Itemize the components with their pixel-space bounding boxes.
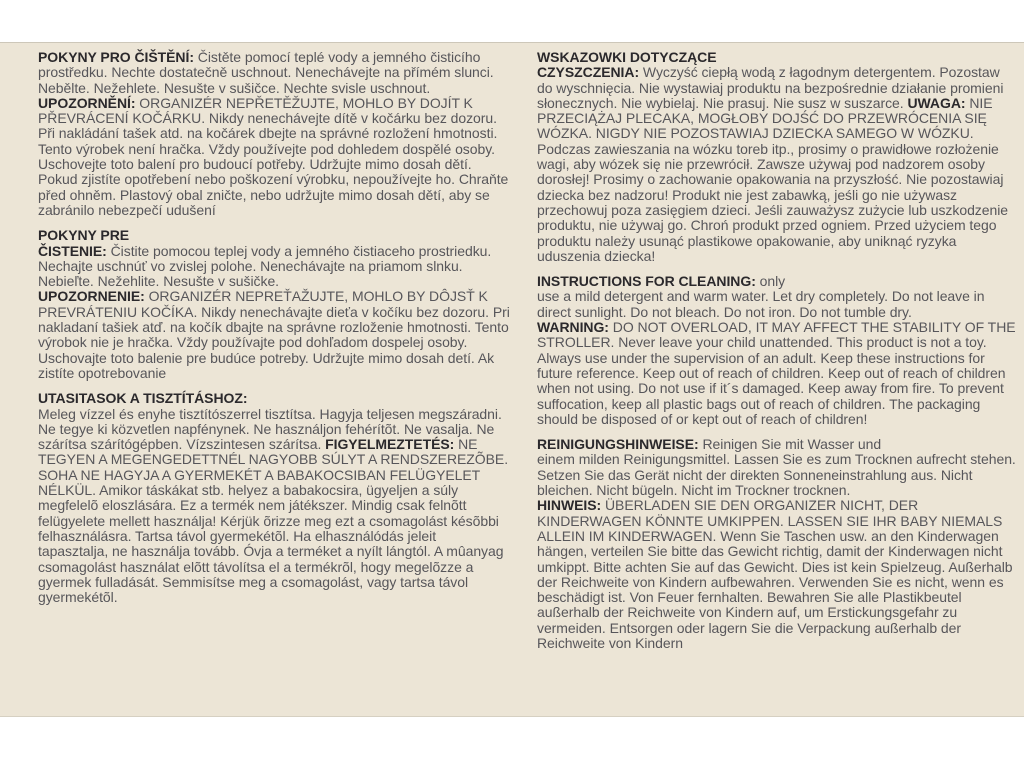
section-english-cleaning-instructions — [537, 274, 1016, 427]
text-run-bold: UPOZORNĚNÍ: — [38, 94, 136, 111]
text-run: Meleg vízzel és enyhe tisztítószerrel tisztítsa. Hagyja teljesen megszáradni. Ne tegye ki közvetlen napfénynek. Ne használjon fehérítõt. Ne vasalja. Ne szárítsa szárítógépben. Vízszintesen szárítsa. — [38, 405, 502, 453]
text-run-bold: CZYSZCZENIA: — [537, 64, 640, 81]
section-slovak-cleaning-instructions — [38, 228, 510, 381]
section-hungarian-cleaning-instructions — [38, 391, 510, 605]
text-run-bold: REINIGUNGSHINWEISE: — [537, 436, 699, 453]
text-run: Čistěte pomocí teplé vody a jemného čisticího prostředku. Nechte dostatečně uschnout. Nenechávejte na přímém slunci. Nebělte. Nežehlete. Nesušte v sušičce. Nechte svisle uschnout. — [38, 49, 494, 96]
text-run: ORGANIZÉR NEPREŤAŽUJTE, MOHLO BY DÔJSŤ K PREVRÁTENIU KOČÍKA. Nikdy nenechávajte dieťa v kočíku bez dozoru. Pri nakladaní tašiek atď. na kočík dbajte na správne rozloženie hmotnosti. Tento výrobok nie je hračka. Vždy používajte pod dohľadom dospelej osoby. Uschovajte toto balenie pre budúce potreby. Udržujte mimo dosah detí. Ak zistíte opotrebovanie — [38, 288, 510, 381]
text-run: ÜBERLADEN SIE DEN ORGANIZER NICHT, DER KINDERWAGEN KÖNNTE UMKIPPEN. LASSEN SIE IHR BABY NIEMALS ALLEIN IM KINDERWAGEN. Wenn Sie Taschen usw. an den Kinderwagen hängen, verteilen Sie bitte das Gewicht richtig, damit der Kinderwagen nicht umkippt. Bitte achten Sie auf das Gewicht. Dies ist kein Spielzeug. Außerhalb der Reichweite von Kindern aufbewahren. Verwenden Sie es nicht, wenn es beschädigt ist. Von Feuer fernhalten. Bewahren Sie alle Plastikbeutel außerhalb der Reichweite von Kindern auf, um Erstickungsgefahr zu vermeiden. Entsorgen oder lagern Sie die Verpackung außerhalb der Reichweite von Kindern — [537, 497, 1013, 651]
section-german-cleaning-instructions — [537, 437, 1016, 651]
text-run: use a mild detergent and warm water. Let dry completely. Do not leave in direct sunlight. Do not bleach. Do not iron. Do not tumble dry. — [537, 288, 985, 320]
text-run-bold: HINWEIS: — [537, 497, 602, 514]
text-run-bold: POKYNY PRE — [38, 227, 130, 244]
text-run-bold: ČISTENIE: — [38, 242, 107, 259]
right-column — [537, 50, 1016, 661]
text-run: einem milden Reinigungsmittel. Lassen Sie es zum Trocknen aufrecht stehen. Setzen Sie das Gerät nicht der direkten Sonneneinstrahlung aus. Nicht bleichen. Nicht bügeln. Nicht im Trockner trocknen. — [537, 451, 1016, 499]
section-czech-cleaning-instructions — [38, 50, 510, 218]
text-run-bold: POKYNY PRO ČIŠTĚNÍ: — [38, 49, 194, 65]
text-run: Reinigen Sie mit Wasser und — [698, 436, 882, 453]
text-run-bold: UTASITASOK A TISZTÍTÁSHOZ: — [38, 390, 248, 407]
text-run-bold: INSTRUCTIONS FOR CLEANING: — [537, 273, 756, 290]
instruction-sheet-page — [0, 42, 1024, 717]
text-run-bold: UPOZORNENIE: — [38, 288, 145, 305]
text-run-bold: UWAGA: — [907, 94, 966, 111]
text-run: NE TEGYEN A MEGENGEDETTNÉL NAGYOBB SÚLYT A RENDSZEREZÕBE. SOHA NE HAGYJA A GYERMEKÉT A BABAKOCSIBAN FELÜGYELET NÉLKÜL. Amikor táskákat stb. helyez a babakocsira, ügyeljen a súly megfelelõ eloszlására. Ez a termék nem játékszer. Mindig csak felnõtt felügyelete mellett használja! Kérjük õrizze meg ezt a csomagolást késõbbi felhasználásra. Tartsa távol gyermekétõl. Ha elhasználódás jeleit tapasztalja, ne használja tovább. Óvja a terméket a nyílt lángtól. A mûanyag csomagolást használat elõtt távolítsa el a termékrõl, hogy megelõzze a gyermek fulladását. Semmisítse meg a csomagolást, vagy tartsa távol gyermekétõl. — [38, 436, 509, 606]
text-run-bold: WARNING: — [537, 319, 609, 336]
text-run: Čistite pomocou teplej vody a jemného čistiaceho prostriedku. Nechajte uschnúť vo zvislej polohe. Nenechávajte na priamom slnku. Nebieľte. Nežehlite. Nesušte v sušičke. — [38, 242, 492, 290]
text-run-bold: FIGYELMEZTETÉS: — [325, 436, 455, 453]
text-run: only — [755, 273, 786, 290]
text-run: NIE PRZECIĄŻAJ PLECAKA, MOGŁOBY DOJŚĆ DO PRZEWRÓCENIA SIĘ WÓZKA. NIGDY NIE POZOSTAWIAJ DZIECKA SAMEGO W WÓZKU. Podczas zawieszania na wózku toreb itp., prosimy o prawidłowe rozłożenie wagi, aby wózek się nie przewrócił. Zawsze używaj pod nadzorem osoby dorosłej! Prosimy o zachowanie opakowania na przyszłość. Nie pozostawiaj dziecka bez nadzoru! Produkt nie jest zabawką, jeśli go nie używasz przechowuj poza zasięgiem dzieci. Jeśli zauważysz zużycie lub uszkodzenie produktu, nie używaj go. Chroń produkt przed ogniem. Przed użyciem tego produktu należy usunąć plastikowe opakowanie, aby uniknąć ryzyka uduszenia dziecka! — [537, 94, 1009, 264]
text-run: DO NOT OVERLOAD, IT MAY AFFECT THE STABILITY OF THE STROLLER. Never leave your child unattended. This product is not a toy. Always use under the supervision of an adult. Keep these instructions for future reference. Keep out of reach of children. Keep out of reach of children when not using. Do not use if it´s damaged. Keep away from fire. To prevent suffocation, keep all plastic bags out of reach of children. The packaging should be disposed of or kept out of reach of children! — [537, 319, 1016, 427]
left-column — [38, 50, 510, 615]
text-run-bold: WSKAZOWKI DOTYCZĄCE — [537, 49, 717, 65]
text-run: Wyczyść ciepłą wodą z łagodnym detergentem. Pozostaw do wyschnięcia. Nie wystawiaj produktu na bezpośrednie działanie promieni słonecznych. Nie wybielaj. Nie prasuj. Nie susz w suszarce. — [537, 64, 1004, 111]
text-run: ORGANIZÉR NEPŘETĚŽUJTE, MOHLO BY DOJÍT K PŘEVRÁCENÍ KOČÁRKU. Nikdy nenechávejte dítě v kočárku bez dozoru. Při nakládání tašek atd. na kočárek dbejte na správné rozložení hmotnosti. Tento výrobek není hračka. Vždy používejte pod dohledem dospělé osoby. Uschovejte toto balení pro budoucí potřeby. Udržujte mimo dosah dětí. Pokud zjistíte opotřebení nebo poškození výrobku, nepoužívejte ho. Chraňte před ohněm. Plastový obal zničte, nebo udržujte mimo dosah dětí, aby se zabránilo nebezpečí udušení — [38, 94, 509, 218]
section-polish-cleaning-instructions — [537, 50, 1016, 264]
